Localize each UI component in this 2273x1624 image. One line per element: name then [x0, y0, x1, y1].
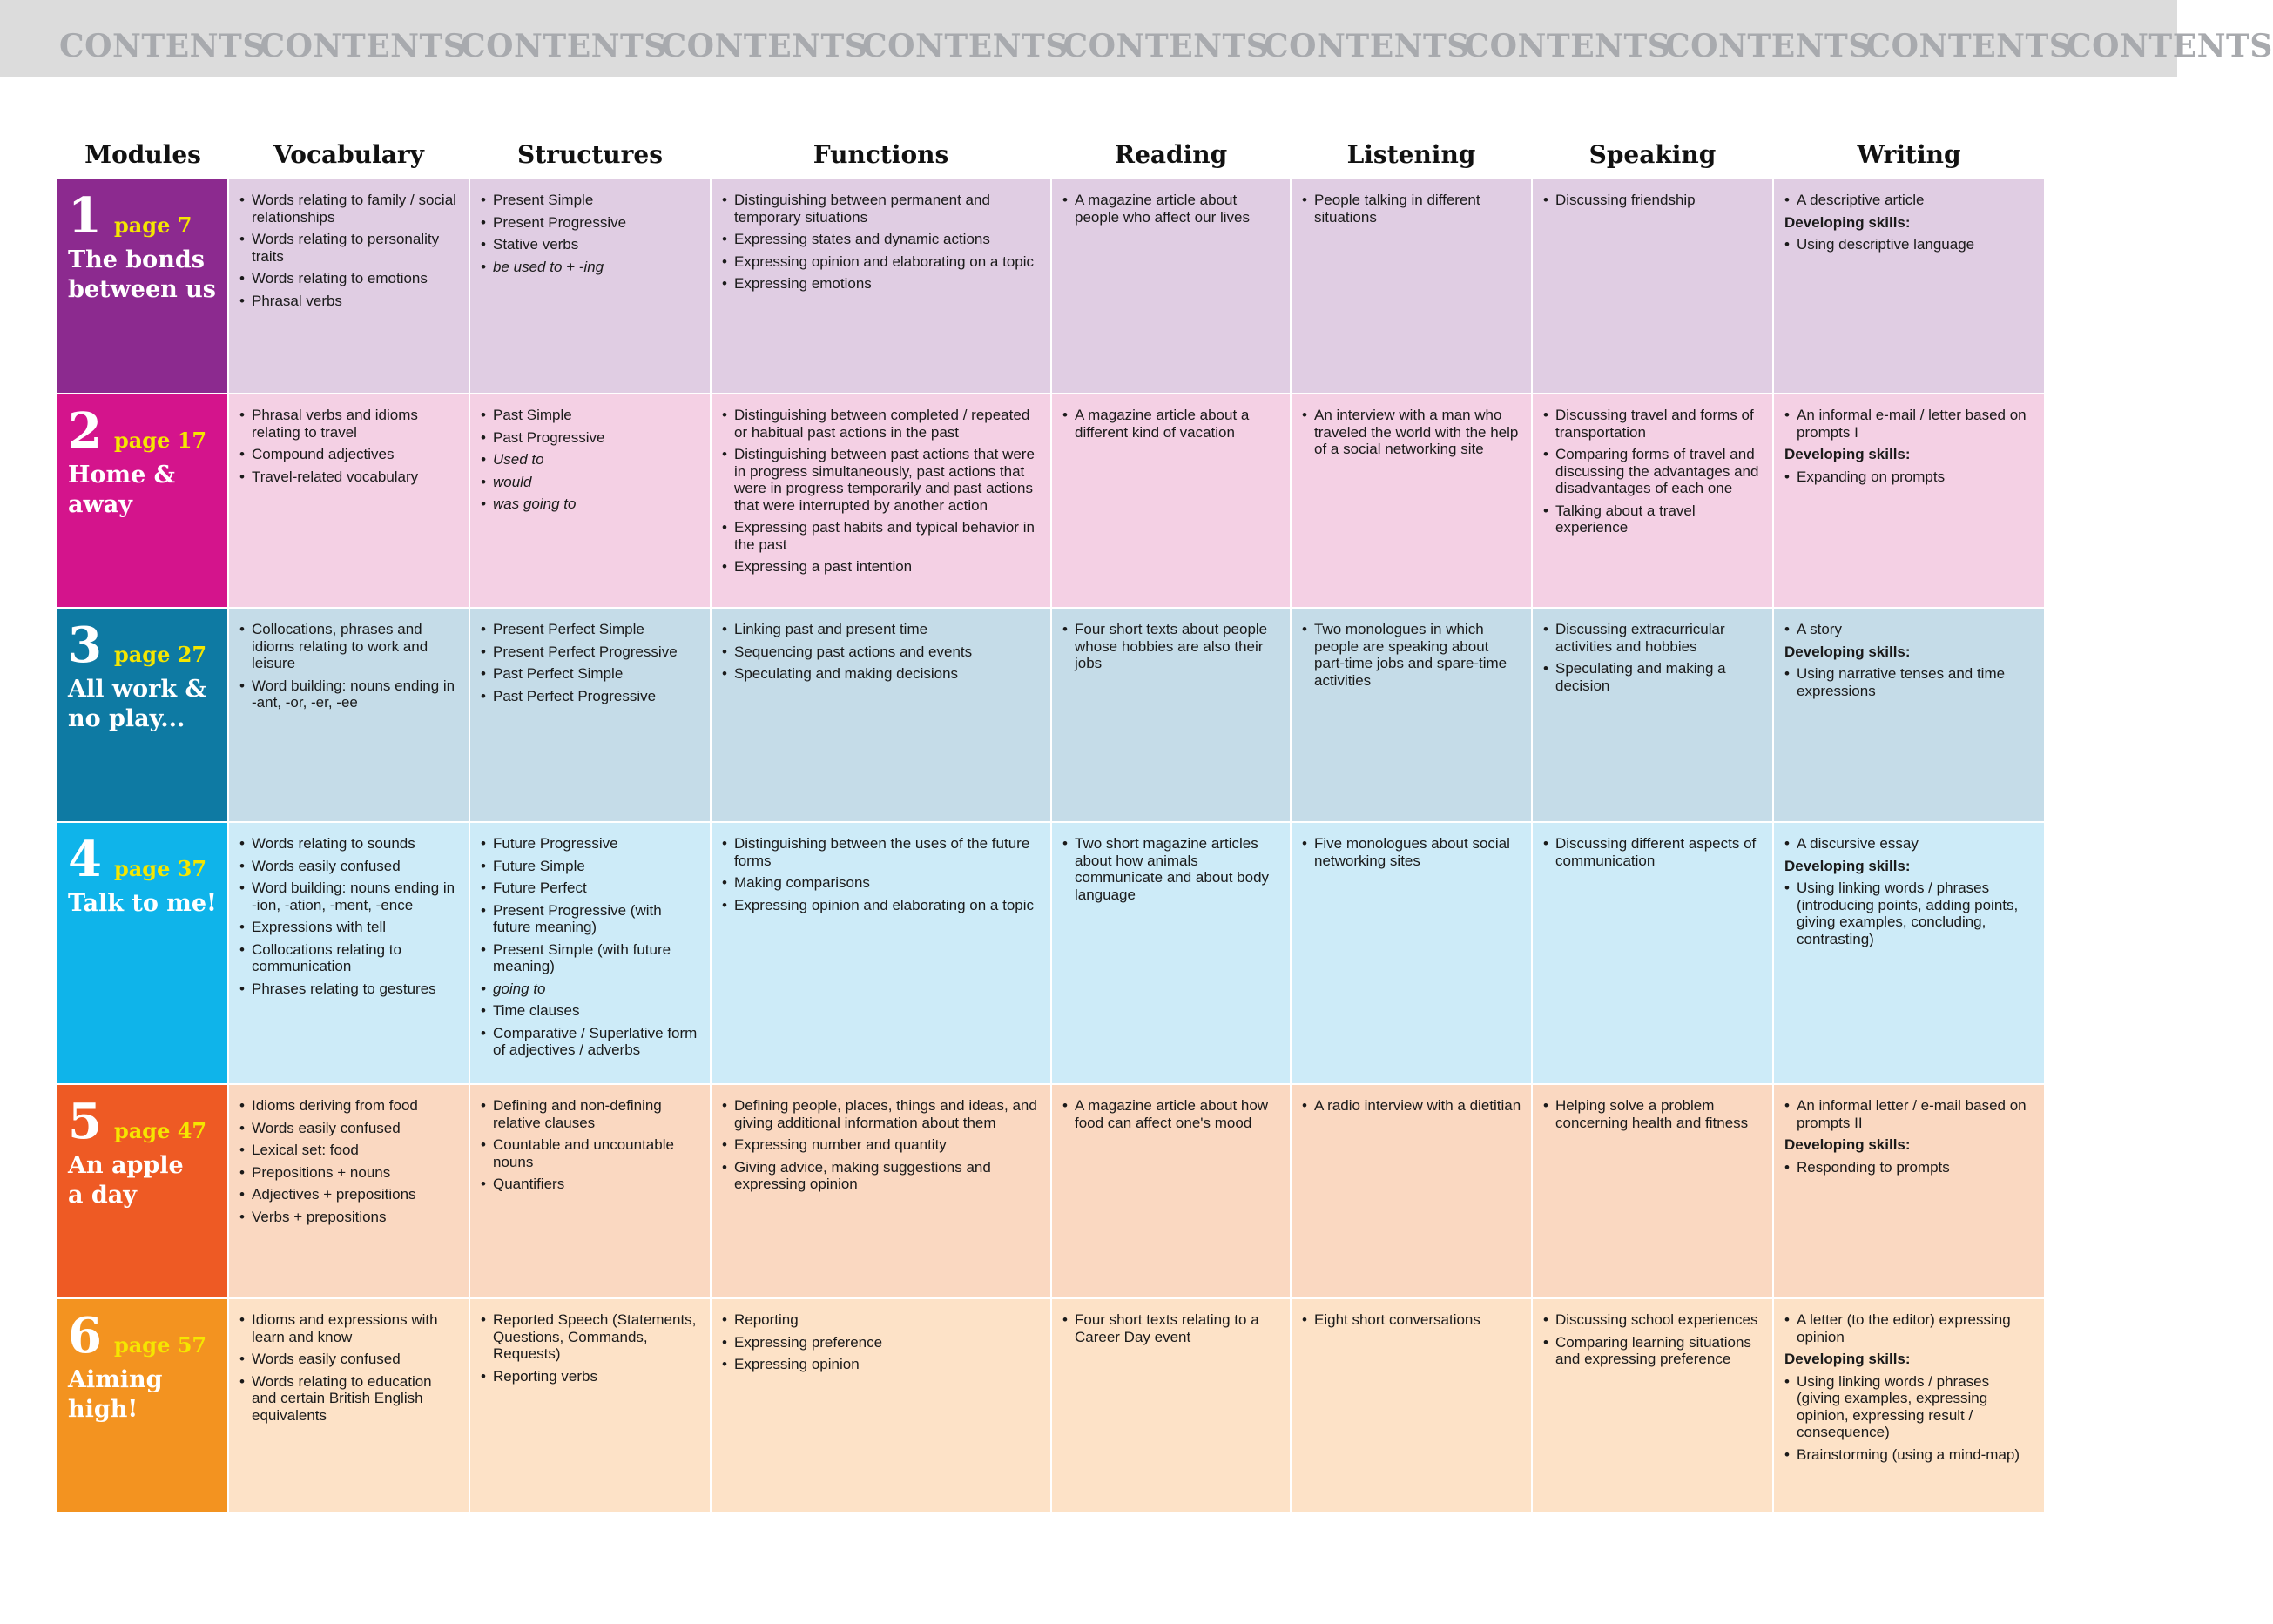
list-item: • Lexical set: food: [239, 1142, 460, 1159]
list-item: • Reporting verbs: [481, 1368, 701, 1385]
developing-skills-list: [1784, 879, 2035, 947]
vocabulary-cell: [228, 1084, 469, 1298]
module-number: 1: [68, 187, 102, 245]
list-item: • Phrasal verbs and idioms relating to travel: [239, 407, 460, 441]
list-item: • Present Progressive (with future meaning): [481, 902, 701, 936]
module-title: An apple a day: [68, 1152, 184, 1209]
module-title: Talk to me!: [68, 890, 217, 917]
functions-list: [722, 1097, 1042, 1193]
list-item: • Talking about a travel experience: [1543, 502, 1764, 536]
list-item: • Word building: nouns ending in -ion, -ation, -ment, -ence: [239, 879, 460, 913]
list-item: • Reported Speech (Statements, Questions, Commands, Requests): [481, 1311, 701, 1363]
speaking-list: [1543, 1097, 1764, 1131]
banner-word: CONTENTS: [1264, 28, 1470, 64]
writing-list: [1784, 1311, 2035, 1345]
vocabulary-list: [239, 192, 460, 309]
list-item: • Words easily confused: [239, 858, 460, 875]
module-page-link[interactable]: page 37: [113, 856, 207, 881]
list-item: • A story: [1784, 621, 2035, 638]
list-item: • Expressing opinion: [722, 1356, 1042, 1373]
list-item: • Distinguishing between the uses of the future forms: [722, 835, 1042, 869]
list-item: • Word building: nouns ending in -ant, -or, -er, -ee: [239, 677, 460, 711]
vocabulary-list: [239, 1311, 460, 1424]
functions-list: [722, 407, 1042, 576]
listening-cell: [1291, 822, 1532, 1084]
list-item: • Speculating and making a decision: [1543, 660, 1764, 694]
developing-skills-label: Developing skills:: [1784, 857, 1911, 874]
banner-word: CONTENTS: [862, 28, 1069, 64]
list-item: • Phrasal verbs: [239, 293, 460, 310]
header-functions: Functions: [813, 140, 949, 169]
listening-cell: [1291, 608, 1532, 822]
module-number: 4: [68, 831, 102, 888]
list-item: • Verbs + prepositions: [239, 1209, 460, 1226]
listening-cell: [1291, 394, 1532, 608]
structures-list: [481, 1097, 701, 1193]
list-item: • Present Simple (with future meaning): [481, 941, 701, 975]
writing-cell: [1773, 822, 2045, 1084]
developing-skills-label: Developing skills:: [1784, 213, 1911, 231]
header-speaking: Speaking: [1588, 140, 1717, 169]
functions-list: [722, 621, 1042, 683]
list-item: • People talking in different situations: [1302, 192, 1522, 226]
list-item: • going to: [481, 980, 701, 998]
module-page-link[interactable]: page 17: [113, 428, 207, 453]
module-cell: [57, 394, 228, 608]
list-item: • Words relating to education and certain British English equivalents: [239, 1373, 460, 1425]
structures-list: [481, 407, 701, 513]
header-reading: Reading: [1114, 140, 1228, 169]
reading-cell: [1051, 1298, 1291, 1513]
list-item: • Four short texts about people whose hobbies are also their jobs: [1062, 621, 1281, 672]
list-item: • Comparing learning situations and expressing preference: [1543, 1334, 1764, 1368]
vocabulary-cell: [228, 608, 469, 822]
module-row: [57, 1084, 2045, 1298]
functions-list: [722, 835, 1042, 913]
list-item: • Expanding on prompts: [1784, 468, 2035, 486]
vocabulary-cell: [228, 1298, 469, 1513]
speaking-cell: [1532, 179, 1773, 394]
module-number: 3: [68, 617, 102, 674]
module-cell: [57, 179, 228, 394]
reading-list: [1062, 192, 1281, 226]
list-item: • Expressing preference: [722, 1334, 1042, 1351]
listening-list: [1302, 192, 1522, 226]
module-number: 2: [68, 402, 102, 460]
module-page-link[interactable]: page 27: [113, 642, 207, 667]
reading-cell: [1051, 822, 1291, 1084]
writing-list: [1784, 835, 2035, 852]
list-item: • Collocations relating to communication: [239, 941, 460, 975]
module-row: [57, 394, 2045, 608]
list-item: • Countable and uncountable nouns: [481, 1136, 701, 1170]
list-item: • Past Simple: [481, 407, 701, 424]
list-item: • Idioms and expressions with learn and know: [239, 1311, 460, 1345]
functions-cell: [711, 394, 1051, 608]
structures-cell: [469, 394, 711, 608]
speaking-cell: [1532, 1084, 1773, 1298]
functions-cell: [711, 822, 1051, 1084]
speaking-list: [1543, 192, 1764, 209]
banner-word: CONTENTS: [1865, 28, 2073, 64]
vocabulary-list: [239, 621, 460, 711]
functions-cell: [711, 179, 1051, 394]
banner-word: CONTENTS: [661, 28, 868, 64]
speaking-list: [1543, 835, 1764, 869]
header-writing: Writing: [1857, 140, 1961, 169]
list-item: • Distinguishing between completed / repeated or habitual past actions in the past: [722, 407, 1042, 441]
functions-cell: [711, 1298, 1051, 1513]
functions-cell: [711, 1084, 1051, 1298]
functions-cell: [711, 608, 1051, 822]
reading-cell: [1051, 608, 1291, 822]
list-item: • Future Perfect: [481, 879, 701, 897]
list-item: • Idioms deriving from food: [239, 1097, 460, 1115]
module-cell: [57, 608, 228, 822]
list-item: • Present Perfect Progressive: [481, 644, 701, 661]
list-item: • Words relating to personality traits: [239, 231, 460, 265]
reading-cell: [1051, 179, 1291, 394]
writing-cell: [1773, 608, 2045, 822]
vocabulary-cell: [228, 179, 469, 394]
list-item: • Past Progressive: [481, 429, 701, 447]
list-item: • Words relating to emotions: [239, 270, 460, 287]
list-item: • A descriptive article: [1784, 192, 2035, 209]
list-item: • Past Perfect Progressive: [481, 688, 701, 705]
list-item: • Words relating to sounds: [239, 835, 460, 852]
header-listening: Listening: [1346, 140, 1476, 169]
listening-list: [1302, 407, 1522, 458]
list-item: • An informal letter / e-mail based on prompts II: [1784, 1097, 2035, 1131]
module-page-link[interactable]: page 57: [113, 1332, 207, 1358]
structures-list: [481, 192, 701, 275]
list-item: • Defining people, places, things and ideas, and giving additional information about them: [722, 1097, 1042, 1131]
list-item: • Collocations, phrases and idioms relating to work and leisure: [239, 621, 460, 672]
list-item: • Expressing number and quantity: [722, 1136, 1042, 1154]
structures-cell: [469, 608, 711, 822]
list-item: • Speculating and making decisions: [722, 665, 1042, 683]
structures-list: [481, 621, 701, 704]
writing-list: [1784, 407, 2035, 441]
list-item: • Brainstorming (using a mind-map): [1784, 1446, 2035, 1464]
list-item: • Expressing opinion and elaborating on a topic: [722, 897, 1042, 914]
list-item: • Linking past and present time: [722, 621, 1042, 638]
list-item: • Distinguishing between permanent and temporary situations: [722, 192, 1042, 226]
list-item: • Expressing past habits and typical behavior in the past: [722, 519, 1042, 553]
list-item: • Using linking words / phrases (introducing points, adding points, giving examples, concluding, contrasting): [1784, 879, 2035, 947]
list-item: • would: [481, 474, 701, 491]
developing-skills-label: Developing skills:: [1784, 446, 1911, 462]
writing-cell: [1773, 394, 2045, 608]
banner-word: CONTENTS: [2067, 28, 2273, 64]
list-item: • An interview with a man who traveled the world with the help of a social networking site: [1302, 407, 1522, 458]
list-item: • Phrases relating to gestures: [239, 980, 460, 998]
list-item: • Eight short conversations: [1302, 1311, 1522, 1329]
list-item: • Time clauses: [481, 1002, 701, 1020]
list-item: • Words easily confused: [239, 1120, 460, 1137]
list-item: • Two monologues in which people are speaking about part-time jobs and spare-time activities: [1302, 621, 1522, 689]
writing-list: [1784, 1097, 2035, 1131]
list-item: • Present Simple: [481, 192, 701, 209]
list-item: • Four short texts relating to a Career Day event: [1062, 1311, 1281, 1345]
list-item: • Quantifiers: [481, 1176, 701, 1193]
list-item: • Present Progressive: [481, 214, 701, 232]
list-item: • Discussing extracurricular activities and hobbies: [1543, 621, 1764, 655]
developing-skills-list: [1784, 1373, 2035, 1464]
writing-cell: [1773, 179, 2045, 394]
module-title: The bonds between us: [68, 246, 216, 303]
vocabulary-list: [239, 1097, 460, 1225]
list-item: • Words easily confused: [239, 1351, 460, 1368]
list-item: • Responding to prompts: [1784, 1159, 2035, 1176]
structures-cell: [469, 1298, 711, 1513]
listening-list: [1302, 621, 1522, 689]
module-cell: [57, 822, 228, 1084]
header-modules: Modules: [84, 140, 201, 169]
banner-words: [59, 28, 2273, 64]
module-number: 6: [68, 1307, 102, 1365]
writing-list: [1784, 192, 2035, 209]
vocabulary-cell: [228, 822, 469, 1084]
listening-list: [1302, 1097, 1522, 1115]
speaking-list: [1543, 621, 1764, 694]
module-page-link[interactable]: page 47: [113, 1118, 207, 1143]
contents-table: [57, 122, 2046, 1513]
reading-cell: [1051, 394, 1291, 608]
developing-skills-list: [1784, 665, 2035, 699]
list-item: • Discussing school experiences: [1543, 1311, 1764, 1329]
list-item: • Expressing states and dynamic actions: [722, 231, 1042, 248]
list-item: • Expressing a past intention: [722, 558, 1042, 576]
speaking-cell: [1532, 1298, 1773, 1513]
list-item: • was going to: [481, 495, 701, 513]
listening-list: [1302, 835, 1522, 869]
list-item: • Using narrative tenses and time expressions: [1784, 665, 2035, 699]
reading-list: [1062, 621, 1281, 672]
list-item: • Compound adjectives: [239, 446, 460, 463]
reading-cell: [1051, 1084, 1291, 1298]
list-item: • be used to + -ing: [481, 259, 701, 276]
reading-list: [1062, 407, 1281, 441]
list-item: • Adjectives + prepositions: [239, 1186, 460, 1203]
structures-cell: [469, 822, 711, 1084]
list-item: • A magazine article about how food can affect one's mood: [1062, 1097, 1281, 1131]
list-item: • Present Perfect Simple: [481, 621, 701, 638]
developing-skills-label: Developing skills:: [1784, 1136, 1911, 1153]
list-item: • Discussing friendship: [1543, 192, 1764, 209]
banner-word: CONTENTS: [260, 28, 467, 64]
reading-list: [1062, 1311, 1281, 1345]
speaking-cell: [1532, 822, 1773, 1084]
list-item: • A discursive essay: [1784, 835, 2035, 852]
list-item: • Reporting: [722, 1311, 1042, 1329]
developing-skills-list: [1784, 236, 2035, 253]
banner-word: CONTENTS: [1665, 28, 1872, 64]
list-item: • Used to: [481, 451, 701, 468]
structures-cell: [469, 1084, 711, 1298]
listening-cell: [1291, 179, 1532, 394]
module-title: All work & no play...: [68, 676, 206, 732]
list-item: • A magazine article about a different kind of vacation: [1062, 407, 1281, 441]
reading-list: [1062, 1097, 1281, 1131]
structures-list: [481, 1311, 701, 1385]
listening-list: [1302, 1311, 1522, 1329]
list-item: • Using descriptive language: [1784, 236, 2035, 253]
developing-skills-list: [1784, 468, 2035, 486]
functions-list: [722, 1311, 1042, 1373]
list-item: • Sequencing past actions and events: [722, 644, 1042, 661]
vocabulary-list: [239, 407, 460, 485]
banner-word: CONTENTS: [1464, 28, 1671, 64]
list-item: • Defining and non-defining relative clauses: [481, 1097, 701, 1131]
reading-list: [1062, 835, 1281, 903]
structures-list: [481, 835, 701, 1059]
banner-word: CONTENTS: [59, 28, 266, 64]
list-item: • Future Progressive: [481, 835, 701, 852]
header-structures: Structures: [517, 140, 663, 169]
list-item: • A magazine article about people who affect our lives: [1062, 192, 1281, 226]
module-cell: [57, 1084, 228, 1298]
list-item: • Two short magazine articles about how animals communicate and about body language: [1062, 835, 1281, 903]
list-item: • An informal e-mail / letter based on prompts I: [1784, 407, 2035, 441]
list-item: • A letter (to the editor) expressing opinion: [1784, 1311, 2035, 1345]
list-item: • Discussing different aspects of communication: [1543, 835, 1764, 869]
developing-skills-list: [1784, 1159, 2035, 1176]
list-item: • Comparative / Superlative form of adjectives / adverbs: [481, 1025, 701, 1059]
structures-cell: [469, 179, 711, 394]
module-row: [57, 822, 2045, 1084]
speaking-cell: [1532, 394, 1773, 608]
speaking-list: [1543, 1311, 1764, 1368]
list-item: • Prepositions + nouns: [239, 1164, 460, 1182]
module-number: 5: [68, 1093, 102, 1150]
writing-cell: [1773, 1298, 2045, 1513]
vocabulary-list: [239, 835, 460, 997]
list-item: • Stative verbs: [481, 236, 701, 253]
speaking-cell: [1532, 608, 1773, 822]
vocabulary-cell: [228, 394, 469, 608]
header-row: [57, 122, 2045, 179]
header-vocabulary: Vocabulary: [273, 140, 424, 169]
module-row: [57, 1298, 2045, 1513]
module-cell: [57, 1298, 228, 1513]
writing-list: [1784, 621, 2035, 638]
writing-cell: [1773, 1084, 2045, 1298]
module-row: [57, 608, 2045, 822]
list-item: • Giving advice, making suggestions and expressing opinion: [722, 1159, 1042, 1193]
module-title: Aiming high!: [68, 1366, 163, 1423]
module-page-link[interactable]: page 7: [113, 212, 192, 238]
developing-skills-label: Developing skills:: [1784, 643, 1911, 660]
list-item: • Five monologues about social networking sites: [1302, 835, 1522, 869]
module-row: [57, 179, 2045, 394]
list-item: • Using linking words / phrases (giving examples, expressing opinion, expressing result / consequence): [1784, 1373, 2035, 1441]
developing-skills-label: Developing skills:: [1784, 1351, 1911, 1367]
list-item: • Helping solve a problem concerning health and fitness: [1543, 1097, 1764, 1131]
list-item: • Past Perfect Simple: [481, 665, 701, 683]
list-item: • A radio interview with a dietitian: [1302, 1097, 1522, 1115]
functions-list: [722, 192, 1042, 293]
list-item: • Expressing emotions: [722, 275, 1042, 293]
list-item: • Expressing opinion and elaborating on a topic: [722, 253, 1042, 271]
table-body: [57, 179, 2045, 1513]
list-item: • Words relating to family / social relationships: [239, 192, 460, 226]
list-item: • Travel-related vocabulary: [239, 468, 460, 486]
list-item: • Future Simple: [481, 858, 701, 875]
list-item: • Making comparisons: [722, 874, 1042, 892]
list-item: • Distinguishing between past actions that were in progress simultaneously, past actions that were in progress temporarily and past actions that were interrupted by another action: [722, 446, 1042, 514]
module-title: Home & away: [68, 462, 176, 518]
banner-word: CONTENTS: [1062, 28, 1270, 64]
listening-cell: [1291, 1084, 1532, 1298]
list-item: • Expressions with tell: [239, 919, 460, 936]
speaking-list: [1543, 407, 1764, 536]
list-item: • Comparing forms of travel and discussing the advantages and disadvantages of each one: [1543, 446, 1764, 497]
contents-banner: [0, 0, 2273, 77]
listening-cell: [1291, 1298, 1532, 1513]
list-item: • Discussing travel and forms of transportation: [1543, 407, 1764, 441]
banner-word: CONTENTS: [461, 28, 667, 64]
